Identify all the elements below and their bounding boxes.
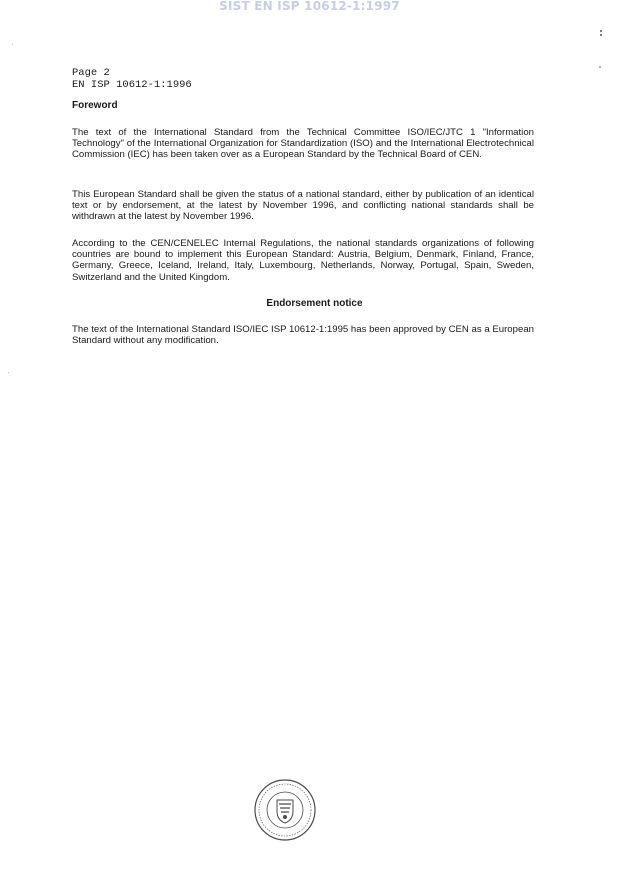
scan-speck (600, 30, 602, 32)
foreword-heading: Foreword (72, 100, 118, 111)
scan-speck (8, 372, 9, 373)
document-id: EN ISP 10612-1:1996 (72, 78, 192, 91)
page-label: Page 2 (72, 67, 110, 79)
scan-speck (599, 66, 601, 68)
foreword-paragraph-2: This European Standard shall be given the status of a national standard, either by publication of an identical text or by endorsement, at the latest by November 1996, and conflicting national standards shall be withdrawn at the latest by November 1996. (72, 189, 534, 223)
endorsement-heading: Endorsement notice (266, 298, 363, 309)
endorsement-text: The text of the International Standard ISO/IEC ISP 10612-1:1995 has been approved by CEN as a European Standard without any modification. (72, 324, 534, 347)
scan-speck (12, 44, 13, 45)
scan-speck (600, 34, 602, 36)
foreword-paragraph-1: The text of the International Standard from the Technical Committee ISO/IEC/JTC 1 "Information Technology" of the International Organization for Standardization (ISO) and the International Electrotechnical Commission (IEC) has been taken over as a European Standard by the Technical Board of CEN. (72, 127, 534, 161)
foreword-paragraph-3: According to the CEN/CENELEC Internal Regulations, the national standards organizations of following countries are bound to implement this European Standard: Austria, Belgium, Denmark, Finland, France, Germany, Greece, Iceland, Ireland, Italy, Luxembourg, Netherlands, Norway, Portugal, Spain, Sweden, Switzerland and the United Kingdom. (72, 238, 534, 283)
watermark: SIST EN ISP 10612-1:1997 (219, 0, 400, 13)
library-seal-stamp (253, 778, 317, 842)
page-header (72, 68, 192, 91)
